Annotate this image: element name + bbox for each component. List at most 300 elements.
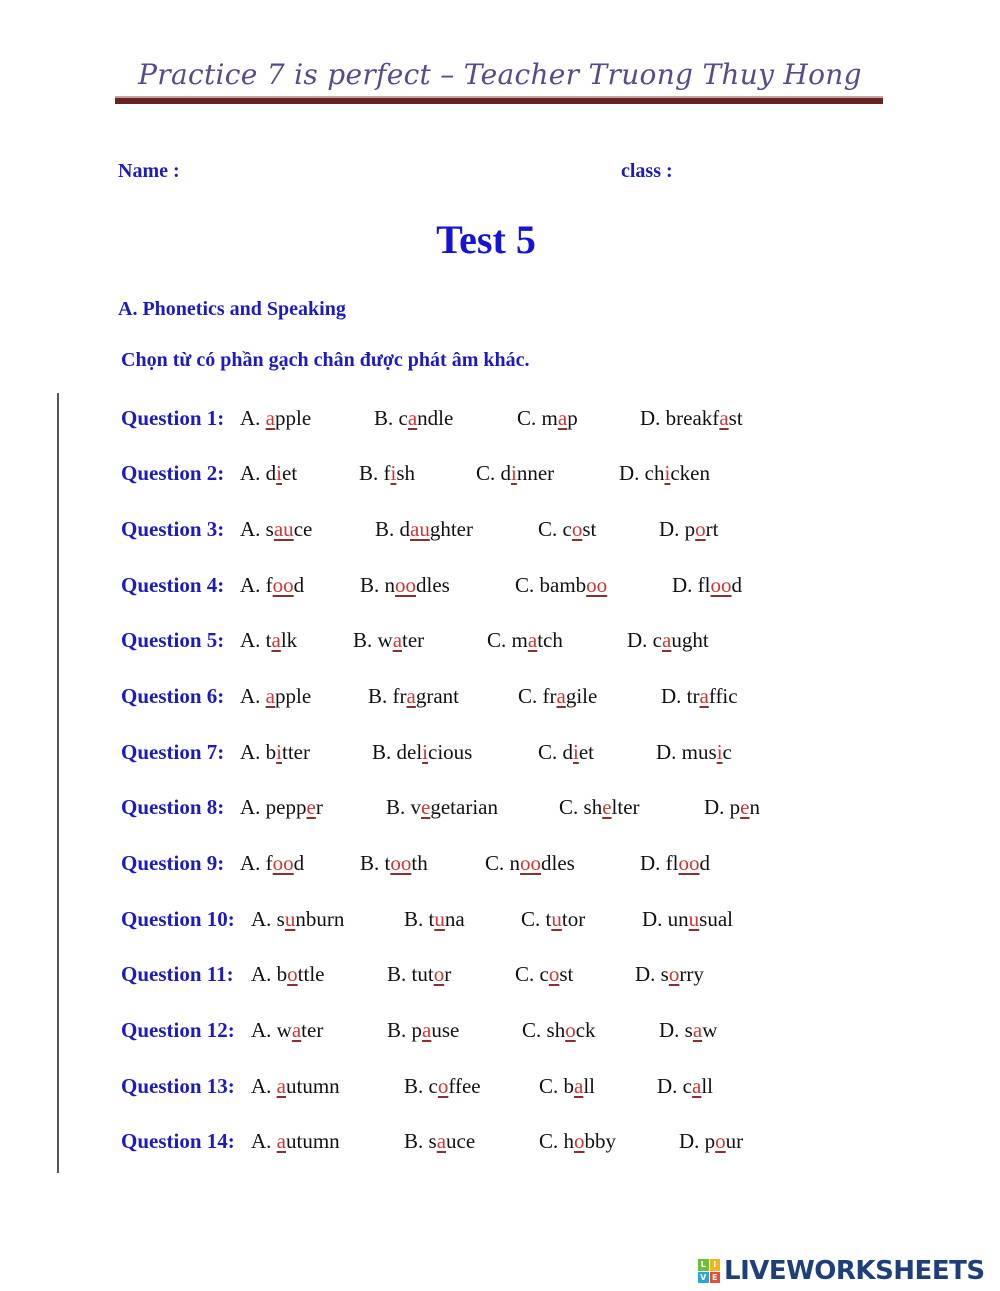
answer-option[interactable] — [353, 626, 424, 654]
word-suffix: getarian — [430, 795, 498, 819]
word-prefix: b — [563, 1074, 575, 1098]
question-label: Question 12: — [121, 1018, 235, 1042]
option-letter: C. — [559, 795, 579, 819]
question-row — [121, 1072, 713, 1100]
underlined-letters: a — [699, 684, 709, 708]
underlined-letters: i — [664, 461, 671, 485]
word-prefix: d — [265, 461, 277, 485]
answer-option[interactable] — [240, 849, 304, 877]
underlined-letters: e — [306, 795, 316, 819]
answer-option[interactable] — [659, 1016, 717, 1044]
word-suffix: rt — [705, 517, 719, 541]
word-suffix: pple — [275, 684, 312, 708]
underlined-letters: i — [276, 740, 283, 764]
question-row — [121, 571, 742, 599]
answer-option[interactable] — [240, 404, 311, 432]
underlined-letters: oo — [586, 573, 608, 597]
option-letter: A. — [240, 573, 261, 597]
underlined-letters: oo — [520, 851, 542, 875]
question-row — [121, 459, 710, 487]
option-letter: B. — [386, 795, 406, 819]
answer-option[interactable] — [517, 404, 578, 432]
word-prefix: f — [265, 573, 273, 597]
answer-option[interactable] — [515, 960, 573, 988]
word-prefix: d — [500, 461, 512, 485]
option-letter: A. — [240, 684, 261, 708]
answer-option[interactable] — [251, 1127, 340, 1155]
answer-option[interactable] — [487, 626, 563, 654]
word-suffix: nner — [516, 461, 555, 485]
name-label: Name : — [118, 160, 180, 182]
word-suffix: sh — [396, 461, 416, 485]
question-row — [121, 1127, 744, 1155]
header-title: Practice 7 is perfect – Teacher Truong Thuy Hong — [138, 58, 862, 91]
word-prefix: tr — [686, 684, 700, 708]
underlined-letters: oo — [390, 851, 412, 875]
word-prefix: s — [428, 1129, 437, 1153]
option-letter: B. — [360, 851, 380, 875]
underlined-letters: u — [434, 907, 445, 931]
word-suffix: cken — [670, 461, 710, 485]
option-letter: A. — [251, 907, 272, 931]
word-suffix: ce — [293, 517, 313, 541]
option-letter: B. — [360, 573, 380, 597]
option-letter: B. — [375, 517, 395, 541]
question-label: Question 10: — [121, 907, 235, 931]
question-label: Question 13: — [121, 1074, 235, 1098]
word-prefix: fl — [665, 851, 679, 875]
option-letter: B. — [374, 406, 394, 430]
answer-option[interactable] — [240, 626, 297, 654]
word-prefix: sh — [546, 1018, 566, 1042]
question-row — [121, 404, 743, 432]
answer-option[interactable] — [240, 459, 297, 487]
underlined-letters: oo — [395, 573, 417, 597]
answer-option[interactable] — [635, 960, 704, 988]
word-suffix: ll — [583, 1074, 596, 1098]
answer-option[interactable] — [538, 515, 596, 543]
question-row — [121, 905, 733, 933]
question-label: Question 6: — [121, 684, 225, 708]
word-suffix: th — [411, 851, 428, 875]
underlined-letters: a — [265, 684, 275, 708]
word-suffix: d — [731, 573, 742, 597]
word-prefix: fr — [392, 684, 407, 708]
option-letter: C. — [522, 1018, 542, 1042]
word-prefix: f — [383, 461, 391, 485]
word-prefix: b — [276, 962, 288, 986]
word-prefix: s — [276, 907, 285, 931]
word-suffix: pple — [275, 406, 312, 430]
word-prefix: t — [428, 907, 435, 931]
word-suffix: tor — [561, 907, 586, 931]
underlined-letters: i — [511, 461, 517, 485]
underlined-letters: i — [716, 740, 723, 764]
question-row — [121, 626, 709, 654]
question-row — [121, 960, 704, 988]
answer-option[interactable] — [538, 738, 594, 766]
answer-option[interactable] — [240, 682, 311, 710]
word-prefix: v — [410, 795, 422, 819]
word-prefix: c — [652, 628, 662, 652]
option-letter: C. — [521, 907, 541, 931]
answer-option[interactable] — [476, 459, 554, 487]
underlined-letters: au — [273, 517, 294, 541]
answer-option[interactable] — [404, 905, 465, 933]
option-letter: D. — [659, 1018, 680, 1042]
option-letter: A. — [240, 461, 261, 485]
option-letter: C. — [539, 1129, 559, 1153]
answer-option[interactable] — [657, 1072, 713, 1100]
section-title: A. Phonetics and Speaking — [118, 298, 346, 320]
word-suffix: ck — [575, 1018, 596, 1042]
word-suffix: dles — [416, 573, 450, 597]
word-prefix: p — [411, 1018, 423, 1042]
underlined-letters: i — [276, 461, 283, 485]
word-prefix: un — [667, 907, 689, 931]
option-letter: B. — [387, 962, 407, 986]
option-letter: D. — [657, 1074, 678, 1098]
word-suffix: ffee — [448, 1074, 481, 1098]
word-prefix: t — [265, 628, 272, 652]
underlined-letters: a — [422, 1018, 432, 1042]
word-prefix: t — [545, 907, 552, 931]
word-suffix: ught — [671, 628, 709, 652]
option-letter: A. — [240, 406, 261, 430]
option-letter: D. — [656, 740, 677, 764]
word-suffix: st — [728, 406, 743, 430]
question-label: Question 5: — [121, 628, 225, 652]
option-letter: C. — [538, 517, 558, 541]
underlined-letters: o — [433, 962, 445, 986]
answer-option[interactable] — [360, 571, 450, 599]
underlined-letters: o — [668, 962, 680, 986]
answer-option[interactable] — [404, 1127, 475, 1155]
word-suffix: c — [722, 740, 732, 764]
underlined-letters: a — [291, 1018, 302, 1042]
option-letter: B. — [359, 461, 379, 485]
option-letter: A. — [240, 795, 261, 819]
word-suffix: st — [559, 962, 574, 986]
option-letter: D. — [672, 573, 693, 597]
answer-option[interactable] — [640, 849, 710, 877]
underlined-letters: o — [565, 1018, 576, 1042]
word-suffix: lter — [611, 795, 640, 819]
word-suffix: d — [293, 851, 305, 875]
option-letter: B. — [404, 1129, 424, 1153]
word-prefix: fr — [542, 684, 557, 708]
question-row — [121, 682, 738, 710]
word-suffix: rry — [679, 962, 704, 986]
answer-option[interactable] — [659, 515, 719, 543]
question-row — [121, 738, 732, 766]
word-suffix: r — [444, 962, 452, 986]
answer-option[interactable] — [404, 1072, 481, 1100]
answer-option[interactable] — [240, 793, 323, 821]
word-suffix: utumn — [286, 1129, 340, 1153]
answer-option[interactable] — [374, 404, 453, 432]
option-letter: D. — [704, 795, 725, 819]
answer-option[interactable] — [386, 793, 498, 821]
word-prefix: t — [384, 851, 391, 875]
word-suffix: na — [444, 907, 465, 931]
underlined-letters: a — [556, 684, 566, 708]
word-prefix: p — [684, 517, 696, 541]
option-letter: D. — [659, 517, 680, 541]
word-prefix: n — [509, 851, 521, 875]
underlined-letters: a — [662, 628, 672, 652]
underlined-letters: oo — [678, 851, 700, 875]
underlined-letters: au — [410, 517, 430, 541]
answer-option[interactable] — [387, 960, 451, 988]
word-prefix: w — [377, 628, 393, 652]
word-suffix: tch — [537, 628, 563, 652]
word-prefix: p — [704, 1129, 716, 1153]
answer-option[interactable] — [642, 905, 733, 933]
word-prefix: sh — [583, 795, 603, 819]
word-prefix: c — [539, 962, 549, 986]
answer-option[interactable] — [559, 793, 640, 821]
live-logo-icon: L I V E — [698, 1259, 720, 1283]
option-letter: B. — [404, 1074, 424, 1098]
option-letter: B. — [387, 1018, 407, 1042]
question-label: Question 14: — [121, 1129, 235, 1153]
word-suffix: d — [699, 851, 710, 875]
word-prefix: h — [563, 1129, 575, 1153]
option-letter: D. — [627, 628, 648, 652]
word-suffix: ndle — [417, 406, 454, 430]
question-label: Question 9: — [121, 851, 225, 875]
question-label: Question 4: — [121, 573, 225, 597]
word-suffix: ttle — [297, 962, 325, 986]
option-letter: C. — [515, 962, 535, 986]
word-suffix: p — [567, 406, 578, 430]
word-suffix: w — [702, 1018, 718, 1042]
answer-option[interactable] — [375, 515, 473, 543]
question-label: Question 2: — [121, 461, 225, 485]
underlined-letters: a — [436, 1129, 447, 1153]
underlined-letters: a — [406, 684, 416, 708]
answer-option[interactable] — [627, 626, 709, 654]
answer-option[interactable] — [387, 1016, 459, 1044]
word-prefix: bamb — [539, 573, 587, 597]
answer-option[interactable] — [359, 459, 415, 487]
underlined-letters: oo — [272, 851, 294, 875]
option-letter: A. — [240, 740, 261, 764]
underlined-letters: u — [551, 907, 562, 931]
underlined-letters: u — [688, 907, 700, 931]
option-letter: C. — [539, 1074, 559, 1098]
word-prefix: c — [562, 517, 572, 541]
answer-option[interactable] — [679, 1127, 743, 1155]
word-suffix: ter — [402, 628, 425, 652]
word-prefix: c — [398, 406, 408, 430]
word-prefix: s — [660, 962, 669, 986]
word-suffix: utumn — [286, 1074, 340, 1098]
answer-option[interactable] — [539, 1127, 616, 1155]
answer-option[interactable] — [704, 793, 760, 821]
answer-option[interactable] — [360, 849, 428, 877]
question-label: Question 11: — [121, 962, 234, 986]
underlined-letters: oo — [272, 573, 294, 597]
word-prefix: d — [399, 517, 411, 541]
word-suffix: d — [293, 573, 305, 597]
option-letter: C. — [476, 461, 496, 485]
word-prefix: w — [276, 1018, 292, 1042]
option-letter: A. — [251, 1074, 272, 1098]
question-label: Question 3: — [121, 517, 225, 541]
word-prefix: b — [265, 740, 277, 764]
answer-option[interactable] — [251, 1016, 323, 1044]
answer-option[interactable] — [485, 849, 575, 877]
option-letter: B. — [372, 740, 392, 764]
word-suffix: gile — [565, 684, 598, 708]
answer-option[interactable] — [518, 682, 597, 710]
underlined-letters: a — [692, 1074, 702, 1098]
margin-line-divider — [57, 393, 59, 1173]
question-row — [121, 1016, 718, 1044]
logo-text: LIVEWORKSHEETS — [724, 1256, 985, 1286]
word-prefix: breakf — [665, 406, 720, 430]
option-letter: C. — [515, 573, 535, 597]
instruction-text: Chọn từ có phần gạch chân được phát âm khác. — [121, 349, 530, 371]
option-letter: B. — [404, 907, 424, 931]
option-letter: A. — [240, 517, 261, 541]
option-letter: A. — [240, 851, 261, 875]
word-prefix: c — [682, 1074, 692, 1098]
underlined-letters: a — [276, 1074, 286, 1098]
option-letter: A. — [251, 1129, 272, 1153]
word-prefix: p — [729, 795, 741, 819]
option-letter: D. — [640, 851, 661, 875]
option-letter: A. — [251, 962, 272, 986]
underlined-letters: u — [284, 907, 296, 931]
answer-option[interactable] — [619, 459, 710, 487]
answer-option[interactable] — [251, 960, 325, 988]
word-prefix: pepp — [265, 795, 307, 819]
word-prefix: c — [428, 1074, 438, 1098]
word-prefix: del — [396, 740, 423, 764]
word-suffix: tter — [282, 740, 310, 764]
underlined-letters: e — [602, 795, 612, 819]
word-suffix: cious — [428, 740, 473, 764]
answer-option[interactable] — [522, 1016, 596, 1044]
option-letter: A. — [251, 1018, 272, 1042]
underlined-letters: e — [740, 795, 750, 819]
underlined-letters: a — [692, 1018, 703, 1042]
underlined-letters: o — [715, 1129, 726, 1153]
question-row — [121, 849, 710, 877]
word-suffix: lk — [280, 628, 298, 652]
word-suffix: use — [431, 1018, 460, 1042]
class-label: class : — [621, 160, 673, 182]
answer-option[interactable] — [672, 571, 742, 599]
answer-option[interactable] — [640, 404, 743, 432]
answer-option[interactable] — [515, 571, 607, 599]
word-prefix: ch — [644, 461, 665, 485]
option-letter: C. — [518, 684, 538, 708]
word-suffix: st — [582, 517, 597, 541]
option-letter: D. — [661, 684, 682, 708]
underlined-letters: i — [573, 740, 579, 764]
word-suffix: ter — [301, 1018, 324, 1042]
underlined-letters: a — [271, 628, 281, 652]
option-letter: D. — [679, 1129, 700, 1153]
word-suffix: nburn — [295, 907, 345, 931]
underlined-letters: a — [392, 628, 403, 652]
option-letter: D. — [642, 907, 663, 931]
word-suffix: ffic — [708, 684, 738, 708]
answer-option[interactable] — [251, 905, 344, 933]
underlined-letters: o — [548, 962, 560, 986]
word-prefix: fl — [697, 573, 711, 597]
header-rule-divider — [115, 96, 883, 104]
option-letter: D. — [635, 962, 656, 986]
liveworksheets-logo — [698, 1256, 985, 1286]
word-suffix: bby — [584, 1129, 617, 1153]
word-prefix: s — [265, 517, 274, 541]
option-letter: C. — [487, 628, 507, 652]
word-suffix: dles — [541, 851, 575, 875]
answer-option[interactable] — [372, 738, 472, 766]
answer-option[interactable] — [240, 738, 310, 766]
word-prefix: tut — [411, 962, 434, 986]
answer-option[interactable] — [240, 515, 312, 543]
underlined-letters: i — [422, 740, 429, 764]
question-label: Question 1: — [121, 406, 225, 430]
option-letter: B. — [368, 684, 388, 708]
option-letter: C. — [485, 851, 505, 875]
answer-option[interactable] — [240, 571, 304, 599]
word-prefix: mus — [681, 740, 717, 764]
underlined-letters: a — [557, 406, 568, 430]
underlined-letters: i — [390, 461, 397, 485]
word-suffix: sual — [699, 907, 733, 931]
word-prefix: s — [684, 1018, 693, 1042]
answer-option[interactable] — [539, 1072, 595, 1100]
option-letter: C. — [517, 406, 537, 430]
answer-option[interactable] — [368, 682, 459, 710]
word-suffix: uce — [446, 1129, 476, 1153]
underlined-letters: a — [574, 1074, 584, 1098]
word-prefix: m — [511, 628, 528, 652]
answer-option[interactable] — [661, 682, 738, 710]
answer-option[interactable] — [521, 905, 585, 933]
answer-option[interactable] — [656, 738, 732, 766]
question-label: Question 8: — [121, 795, 225, 819]
word-suffix: r — [315, 795, 323, 819]
underlined-letters: e — [421, 795, 431, 819]
question-row — [121, 515, 719, 543]
underlined-letters: a — [527, 628, 538, 652]
word-suffix: ll — [701, 1074, 713, 1098]
word-suffix: grant — [415, 684, 459, 708]
word-suffix: ghter — [429, 517, 473, 541]
question-label: Question 7: — [121, 740, 225, 764]
test-title: Test 5 — [436, 217, 536, 262]
option-letter: C. — [538, 740, 558, 764]
underlined-letters: a — [407, 406, 418, 430]
answer-option[interactable] — [251, 1072, 340, 1100]
underlined-letters: o — [287, 962, 298, 986]
option-letter: D. — [640, 406, 661, 430]
underlined-letters: oo — [710, 573, 732, 597]
word-suffix: et — [578, 740, 595, 764]
option-letter: B. — [353, 628, 373, 652]
underlined-letters: o — [574, 1129, 585, 1153]
word-prefix: m — [541, 406, 558, 430]
underlined-letters: o — [571, 517, 583, 541]
